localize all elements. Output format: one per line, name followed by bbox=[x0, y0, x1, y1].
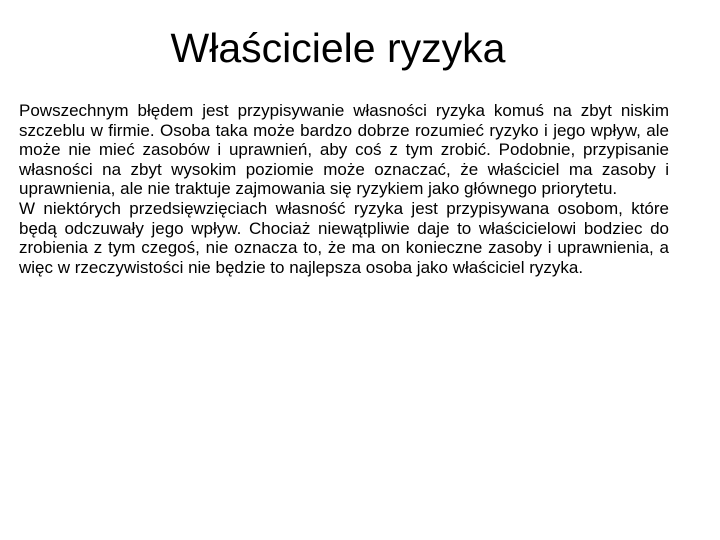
slide-body bbox=[19, 101, 669, 277]
slide-title: Właściciele ryzyka bbox=[170, 25, 506, 71]
paragraph-2: W niektórych przedsięwzięciach własność ryzyka jest przypisywana osobom, które będą odczuwały jego wpływ. Chociaż niewątpliwie daje to właścicielowi bodziec do zrobienia z tym czegoś, nie oznacza to, że ma on konieczne zasoby i uprawnienia, a więc w rzeczywistości nie będzie to najlepsza osoba jako właściciel ryzyka. bbox=[19, 198, 669, 277]
paragraph-1: Powszechnym błędem jest przypisywanie własności ryzyka komuś na zbyt niskim szczeblu w firmie. Osoba taka może bardzo dobrze rozumieć ryzyko i jego wpływ, ale może nie mieć zasobów i uprawnień, aby coś z tym zrobić. Podobnie, przypisanie własności na zbyt wysokim poziomie może oznaczać, że właściciel ma zasoby i uprawnienia, ale nie traktuje zajmowania się ryzykiem jako głównego priorytetu. bbox=[19, 101, 669, 199]
